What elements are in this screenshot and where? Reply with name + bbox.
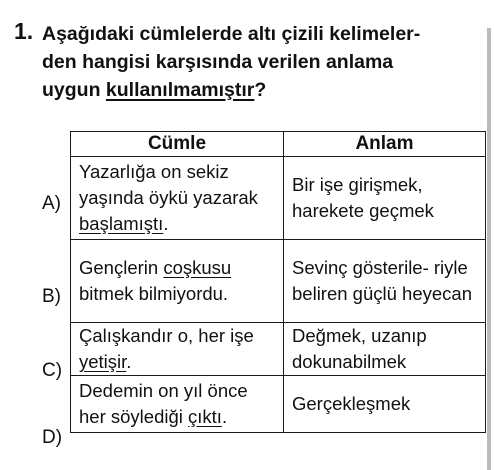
option-label-b: B) (42, 286, 61, 307)
option-label-d: D) (42, 427, 63, 448)
question-line-2: den hangisi karşısında verilen anlama (42, 51, 394, 73)
table-header-row (71, 132, 486, 157)
header-sentence: Cümle (71, 132, 284, 157)
sentence-cell-d (71, 376, 284, 433)
question-line-1: Aşağıdaki cümlelerde altı çizili kelimeler- (42, 23, 421, 45)
sentence-text: Gençlerin (79, 257, 164, 278)
table-row-b (71, 240, 486, 323)
table-row-a (71, 157, 486, 240)
question-underlined-word: kullanılmamıştır (105, 79, 255, 101)
meaning-cell-d: Gerçekleşmek (284, 376, 486, 433)
sentence-end: . (221, 406, 228, 427)
option-label-a: A) (42, 193, 61, 214)
sentence-end: bitmek bilmiyordu. (79, 283, 229, 304)
sentence-text: Yazarlığa on sekiz yaşında öykü yazarak (79, 161, 258, 208)
sentence-end: . (163, 213, 169, 234)
underlined-word: yetişir (79, 351, 127, 372)
meaning-cell-c: Değmek, uzanıp dokunabilmek (284, 323, 486, 376)
question-line-3 (42, 76, 462, 104)
option-label-c: C) (42, 360, 63, 381)
question-line-3-suffix: ? (254, 79, 267, 101)
sentence-cell-b (71, 240, 284, 323)
question-line-3-prefix: uygun (42, 79, 106, 101)
question-number: 1. (14, 18, 34, 44)
underlined-word: coşkusu (163, 257, 232, 278)
table-row-c (71, 323, 486, 376)
options-table (70, 131, 486, 433)
underlined-word: çıktı (188, 406, 222, 427)
sentence-text: Çalışkandır o, her işe (79, 325, 254, 346)
meaning-cell-b: Sevinç gösterile- riyle beliren güçlü heyecan (284, 240, 486, 323)
header-meaning: Anlam (284, 132, 486, 157)
meaning-cell-a: Bir işe girişmek, harekete geçmek (284, 157, 486, 240)
page-divider (487, 28, 491, 470)
sentence-text: Dedemin on yıl önce her söylediği (79, 380, 248, 427)
sentence-cell-c (71, 323, 284, 376)
sentence-cell-a (71, 157, 284, 240)
underlined-word: başlamıştı (79, 213, 164, 234)
table-row-d (71, 376, 486, 433)
sentence-end: . (126, 351, 132, 372)
question-text (42, 20, 462, 104)
